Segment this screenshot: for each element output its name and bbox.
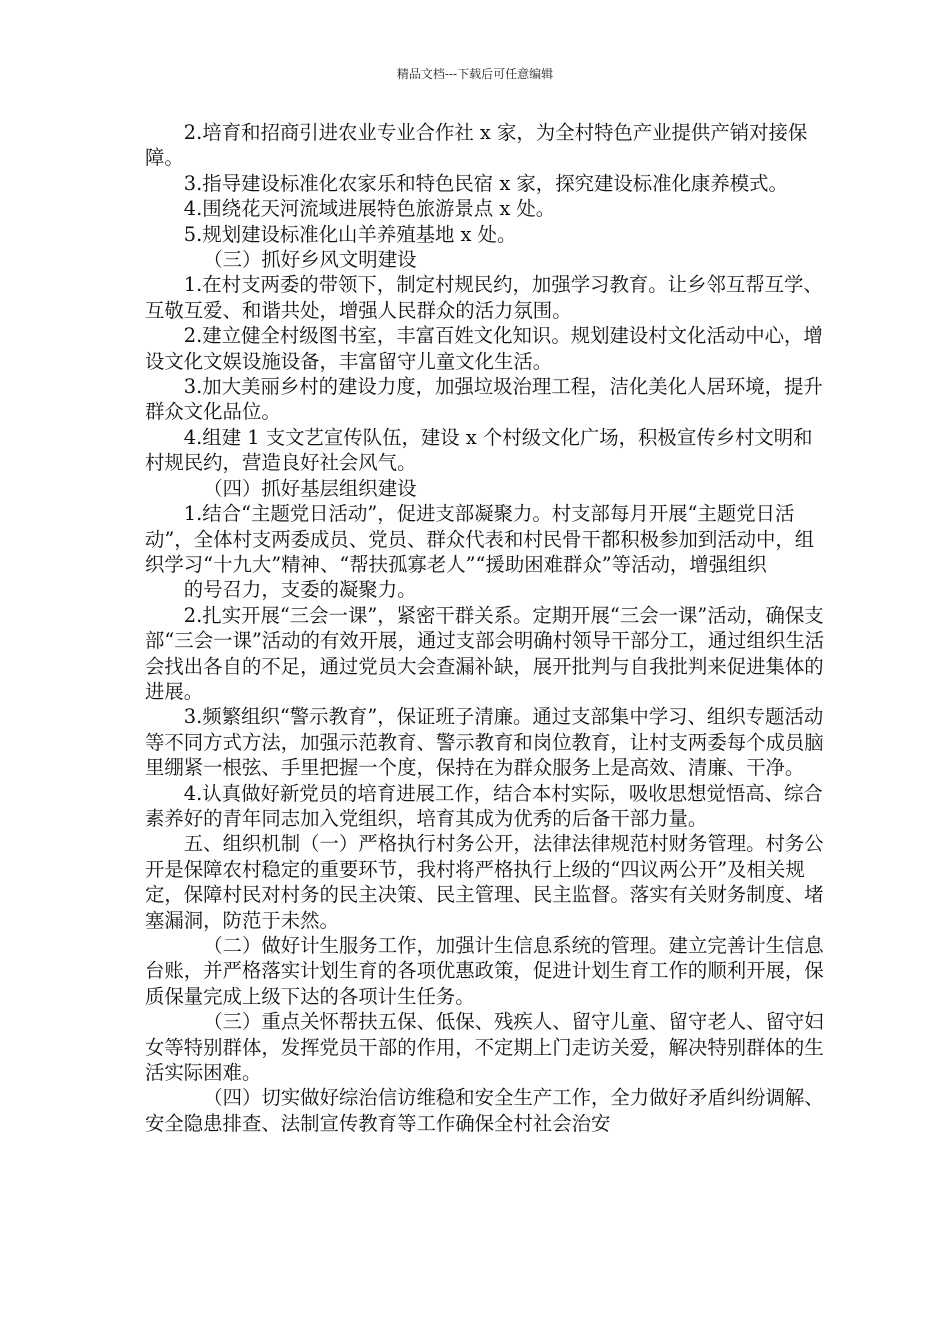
- paragraph: 1.在村支两委的带领下，制定村规民约，加强学习教育。让乡邻互帮互学、互敬互爱、和谐共处，增强人民群众的活力氛围。: [145, 273, 823, 322]
- paragraph: 5.规划建设标准化山羊养殖基地 x 处。: [183, 222, 517, 246]
- paragraph: 2.扎实开展“三会一课”，紧密干群关系。定期开展“三会一课”活动，确保支部“三会一课”活动的有效开展，通过支部会明确村领导干部分工，通过组织生活会找出各自的不足，通过党员大会查漏补缺，展开批判与自我批判来促进集体的进展。: [145, 603, 825, 703]
- section-heading: （四）抓好基层组织建设: [203, 476, 417, 500]
- subsection-paragraph: （三）重点关怀帮扶五保、低保、残疾人、留守儿童、留守老人、留守妇女等特别群体，发挥党员干部的作用，不定期上门走访关爱，解决特别群体的生活实际困难。: [145, 1010, 824, 1085]
- paragraph: 4.组建 1 支文艺宣传队伍，建设 x 个村级文化广场，积极宣传乡村文明和村规民约，营造良好社会风气。: [145, 425, 813, 475]
- subsection-paragraph: （二）做好计生服务工作，加强计生信息系统的管理。建立完善计生信息台账，并严格落实计划生育的各项优惠政策，促进计划生育工作的顺利开展，保质保量完成上级下达的各项计生任务。: [145, 934, 824, 1008]
- subsection-paragraph: （四）切实做好综治信访维稳和安全生产工作，全力做好矛盾纠纷调解、安全隐患排查、法制宣传教育等工作确保全村社会治安: [145, 1086, 824, 1135]
- section-heading: （三）抓好乡风文明建设: [203, 248, 417, 272]
- paragraph: 4.认真做好新党员的培育进展工作，结合本村实际，吸收思想觉悟高、综合素养好的青年同志加入党组织，培育其成为优秀的后备干部力量。: [145, 781, 823, 830]
- paragraph: 2.培育和招商引进农业专业合作社 x 家，为全村特色产业提供产销对接保障。: [145, 121, 808, 170]
- page-header: 精品文档---下载后可任意编辑: [396, 67, 554, 81]
- document-body: [145, 120, 829, 1136]
- paragraph: 2.建立健全村级图书室，丰富百姓文化知识。规划建设村文化活动中心，增设文化文娱设施设备，丰富留守儿童文化生活。: [145, 324, 823, 373]
- paragraph: 3.加大美丽乡村的建设力度，加强垃圾治理工程，洁化美化人居环境，提升群众文化品位。: [145, 375, 823, 424]
- paragraph: 3.指导建设标准化农家乐和特色民宿 x 家，探究建设标准化康养模式。: [183, 171, 788, 195]
- main-section-paragraph: 五、组织机制（一）严格执行村务公开，法律法律规范村财务管理。村务公开是保障农村稳定的重要环节，我村将严格执行上级的“四议两公开”及相关规定，保障村民对村务的民主决策、民主管理、民主监督。落实有关财务制度、堵塞漏洞，防范于未然。: [145, 832, 824, 932]
- paragraph: 1.结合“主题党日活动”，促进支部凝聚力。村支部每月开展“主题党日活动”，全体村支两委成员、党员、群众代表和村民骨干都积极参加到活动中，组织学习“十九大”精神、“帮扶孤寡老人”“援助困难群众”等活动，增强组织: [145, 502, 815, 576]
- paragraph: 4.围绕花天河流域进展特色旅游景点 x 处。: [183, 197, 556, 221]
- paragraph-continuation: 的号召力，支委的凝聚力。: [183, 578, 417, 602]
- paragraph: 3.频繁组织“警示教育”，保证班子清廉。通过支部集中学习、组织专题活动等不同方式方法，加强示范教育、警示教育和岗位教育，让村支两委每个成员脑里绷紧一根弦、手里把握一个度，保持在为群众服务上是高效、清廉、干净。: [145, 705, 824, 780]
